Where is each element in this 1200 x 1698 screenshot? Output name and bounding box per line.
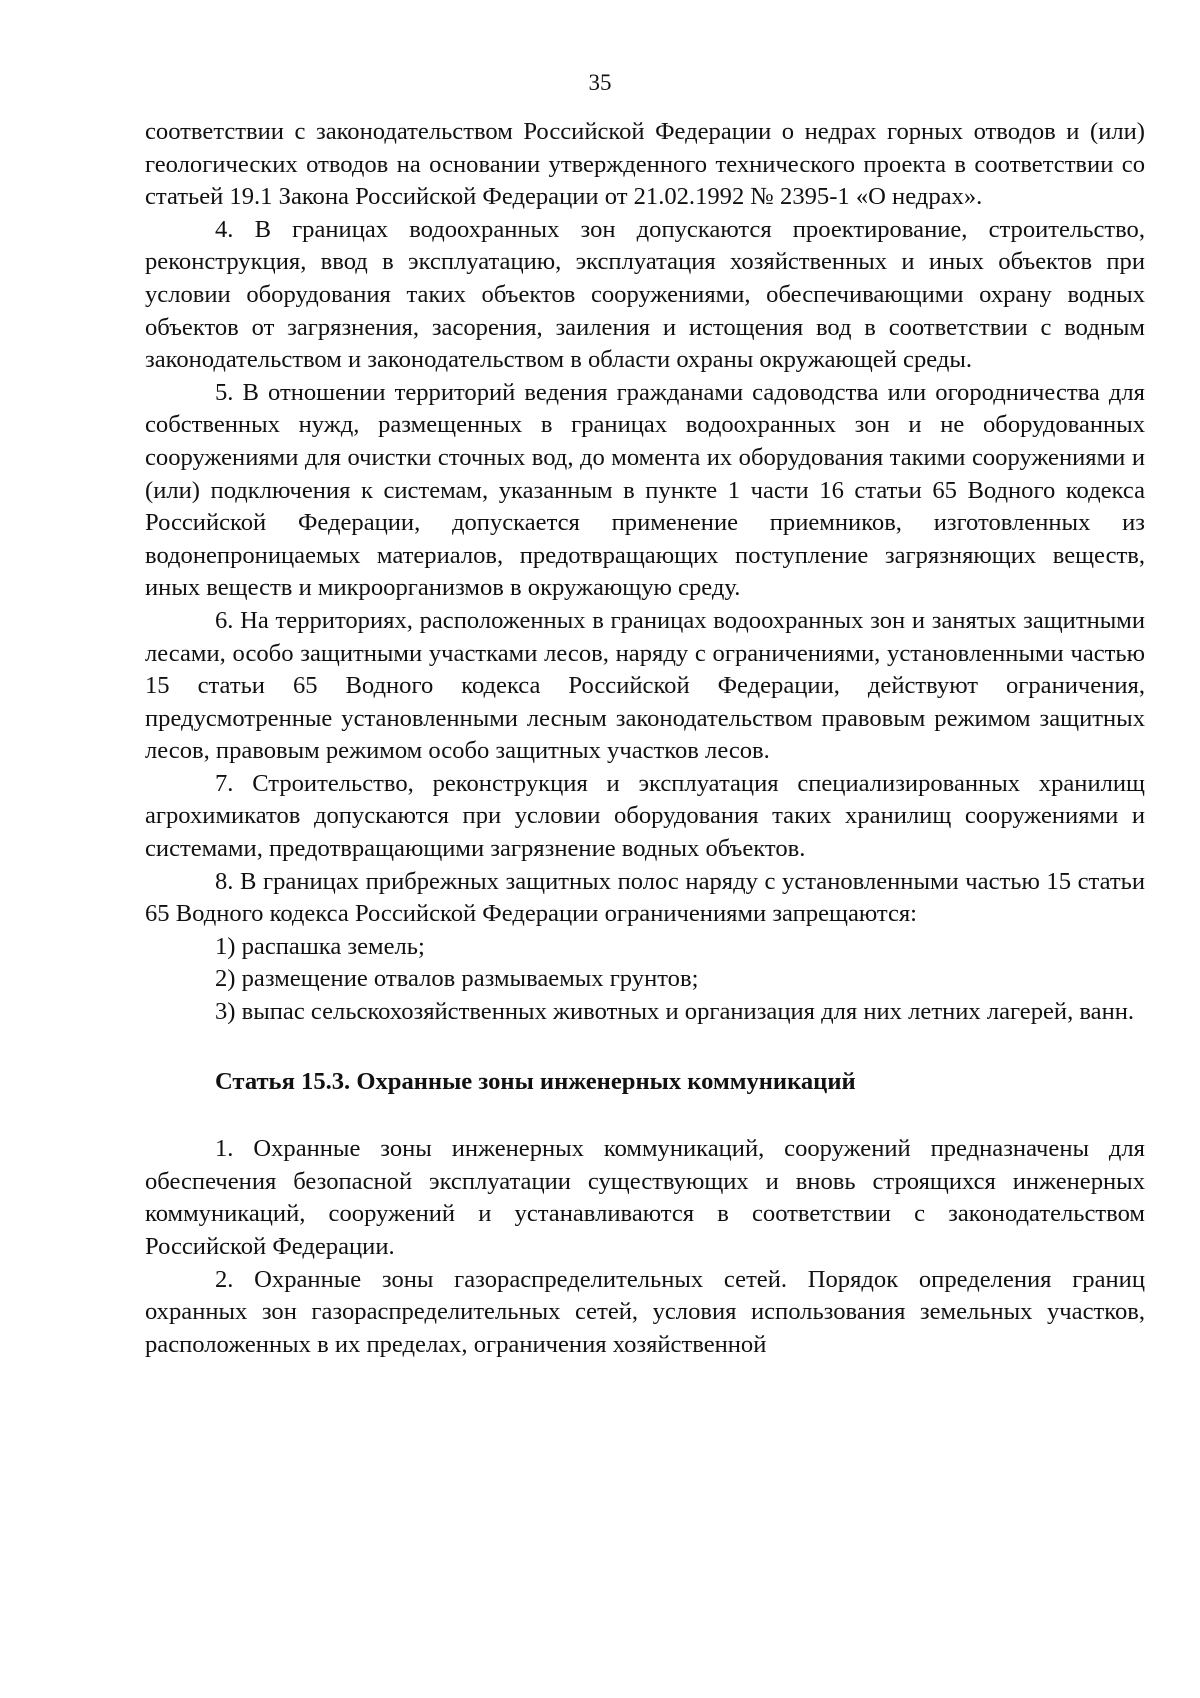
- paragraph-item-8: 8. В границах прибрежных защитных полос наряду с установленными частью 15 статьи 65 Водного кодекса Российской Федерации ограничениями запрещаются:: [145, 867, 1145, 928]
- list-item-1: 1) распашка земель;: [215, 932, 425, 960]
- list-item-3: 3) выпас сельскохозяйственных животных и организация для них летних лагерей, ванн.: [215, 998, 1135, 1026]
- list-item-2: 2) размещение отвалов размываемых грунтов;: [215, 965, 699, 993]
- paragraph-item-7: 7. Строительство, реконструкция и эксплуатация специализированных хранилищ агрохимикатов допускаются при условии оборудования таких хранилищ сооружениями и системами, предотвращающими загрязнение водных объектов.: [145, 769, 1145, 863]
- article-heading: Статья 15.3. Охранные зоны инженерных коммуникаций: [215, 1067, 856, 1095]
- paragraph-item-4: 4. В границах водоохранных зон допускаются проектирование, строительство, реконструкция, ввод в эксплуатацию, эксплуатация хозяйственных и иных объектов при условии оборудования таких объектов сооружениями, обеспечивающими охрану водных объектов от загрязнения, засорения, заиления и истощения вод в соответствии с водным законодательством и законодательством в области охраны окружающей среды.: [145, 215, 1145, 374]
- paragraph-continuation: соответствии с законодательством Российской Федерации о недрах горных отводов и (или) геологических отводов на основании утвержденного технического проекта в соответствии со статьей 19.1 Закона Российской Федерации от 21.02.1992 № 2395-1 «О недрах».: [145, 118, 1145, 211]
- paragraph-item-6: 6. На территориях, расположенных в границах водоохранных зон и занятых защитными лесами, особо защитными участками лесов, наряду с ограничениями, установленными частью 15 статьи 65 Водного кодекса Российской Федерации, действуют ограничения, предусмотренные установленными лесным законодательством правовым режимом защитных лесов, правовым режимом особо защитных участков лесов.: [145, 606, 1145, 765]
- article-paragraph-1: 1. Охранные зоны инженерных коммуникаций, сооружений предназначены для обеспечения безопасной эксплуатации существующих и вновь строящихся инженерных коммуникаций, сооружений и устанавливаются в соответствии с законодательством Российской Федерации.: [145, 1135, 1145, 1260]
- document-body: [145, 116, 1145, 1361]
- page-number: 35: [588, 70, 612, 95]
- article-paragraph-2: 2. Охранные зоны газораспределительных сетей. Порядок определения границ охранных зон газораспределительных сетей, условия использования земельных участков, расположенных в их пределах, ограничения хозяйственной: [145, 1265, 1145, 1358]
- paragraph-item-5: 5. В отношении территорий ведения гражданами садоводства или огородничества для собственных нужд, размещенных в границах водоохранных зон и не оборудованных сооружениями для очистки сточных вод, до момента их оборудования такими сооружениями и (или) подключения к системам, указанным в пункте 1 части 16 статьи 65 Водного кодекса Российской Федерации, допускается применение приемников, изготовленных из водонепроницаемых материалов, предотвращающих поступление загрязняющих веществ, иных веществ и микроорганизмов в окружающую среду.: [145, 378, 1145, 602]
